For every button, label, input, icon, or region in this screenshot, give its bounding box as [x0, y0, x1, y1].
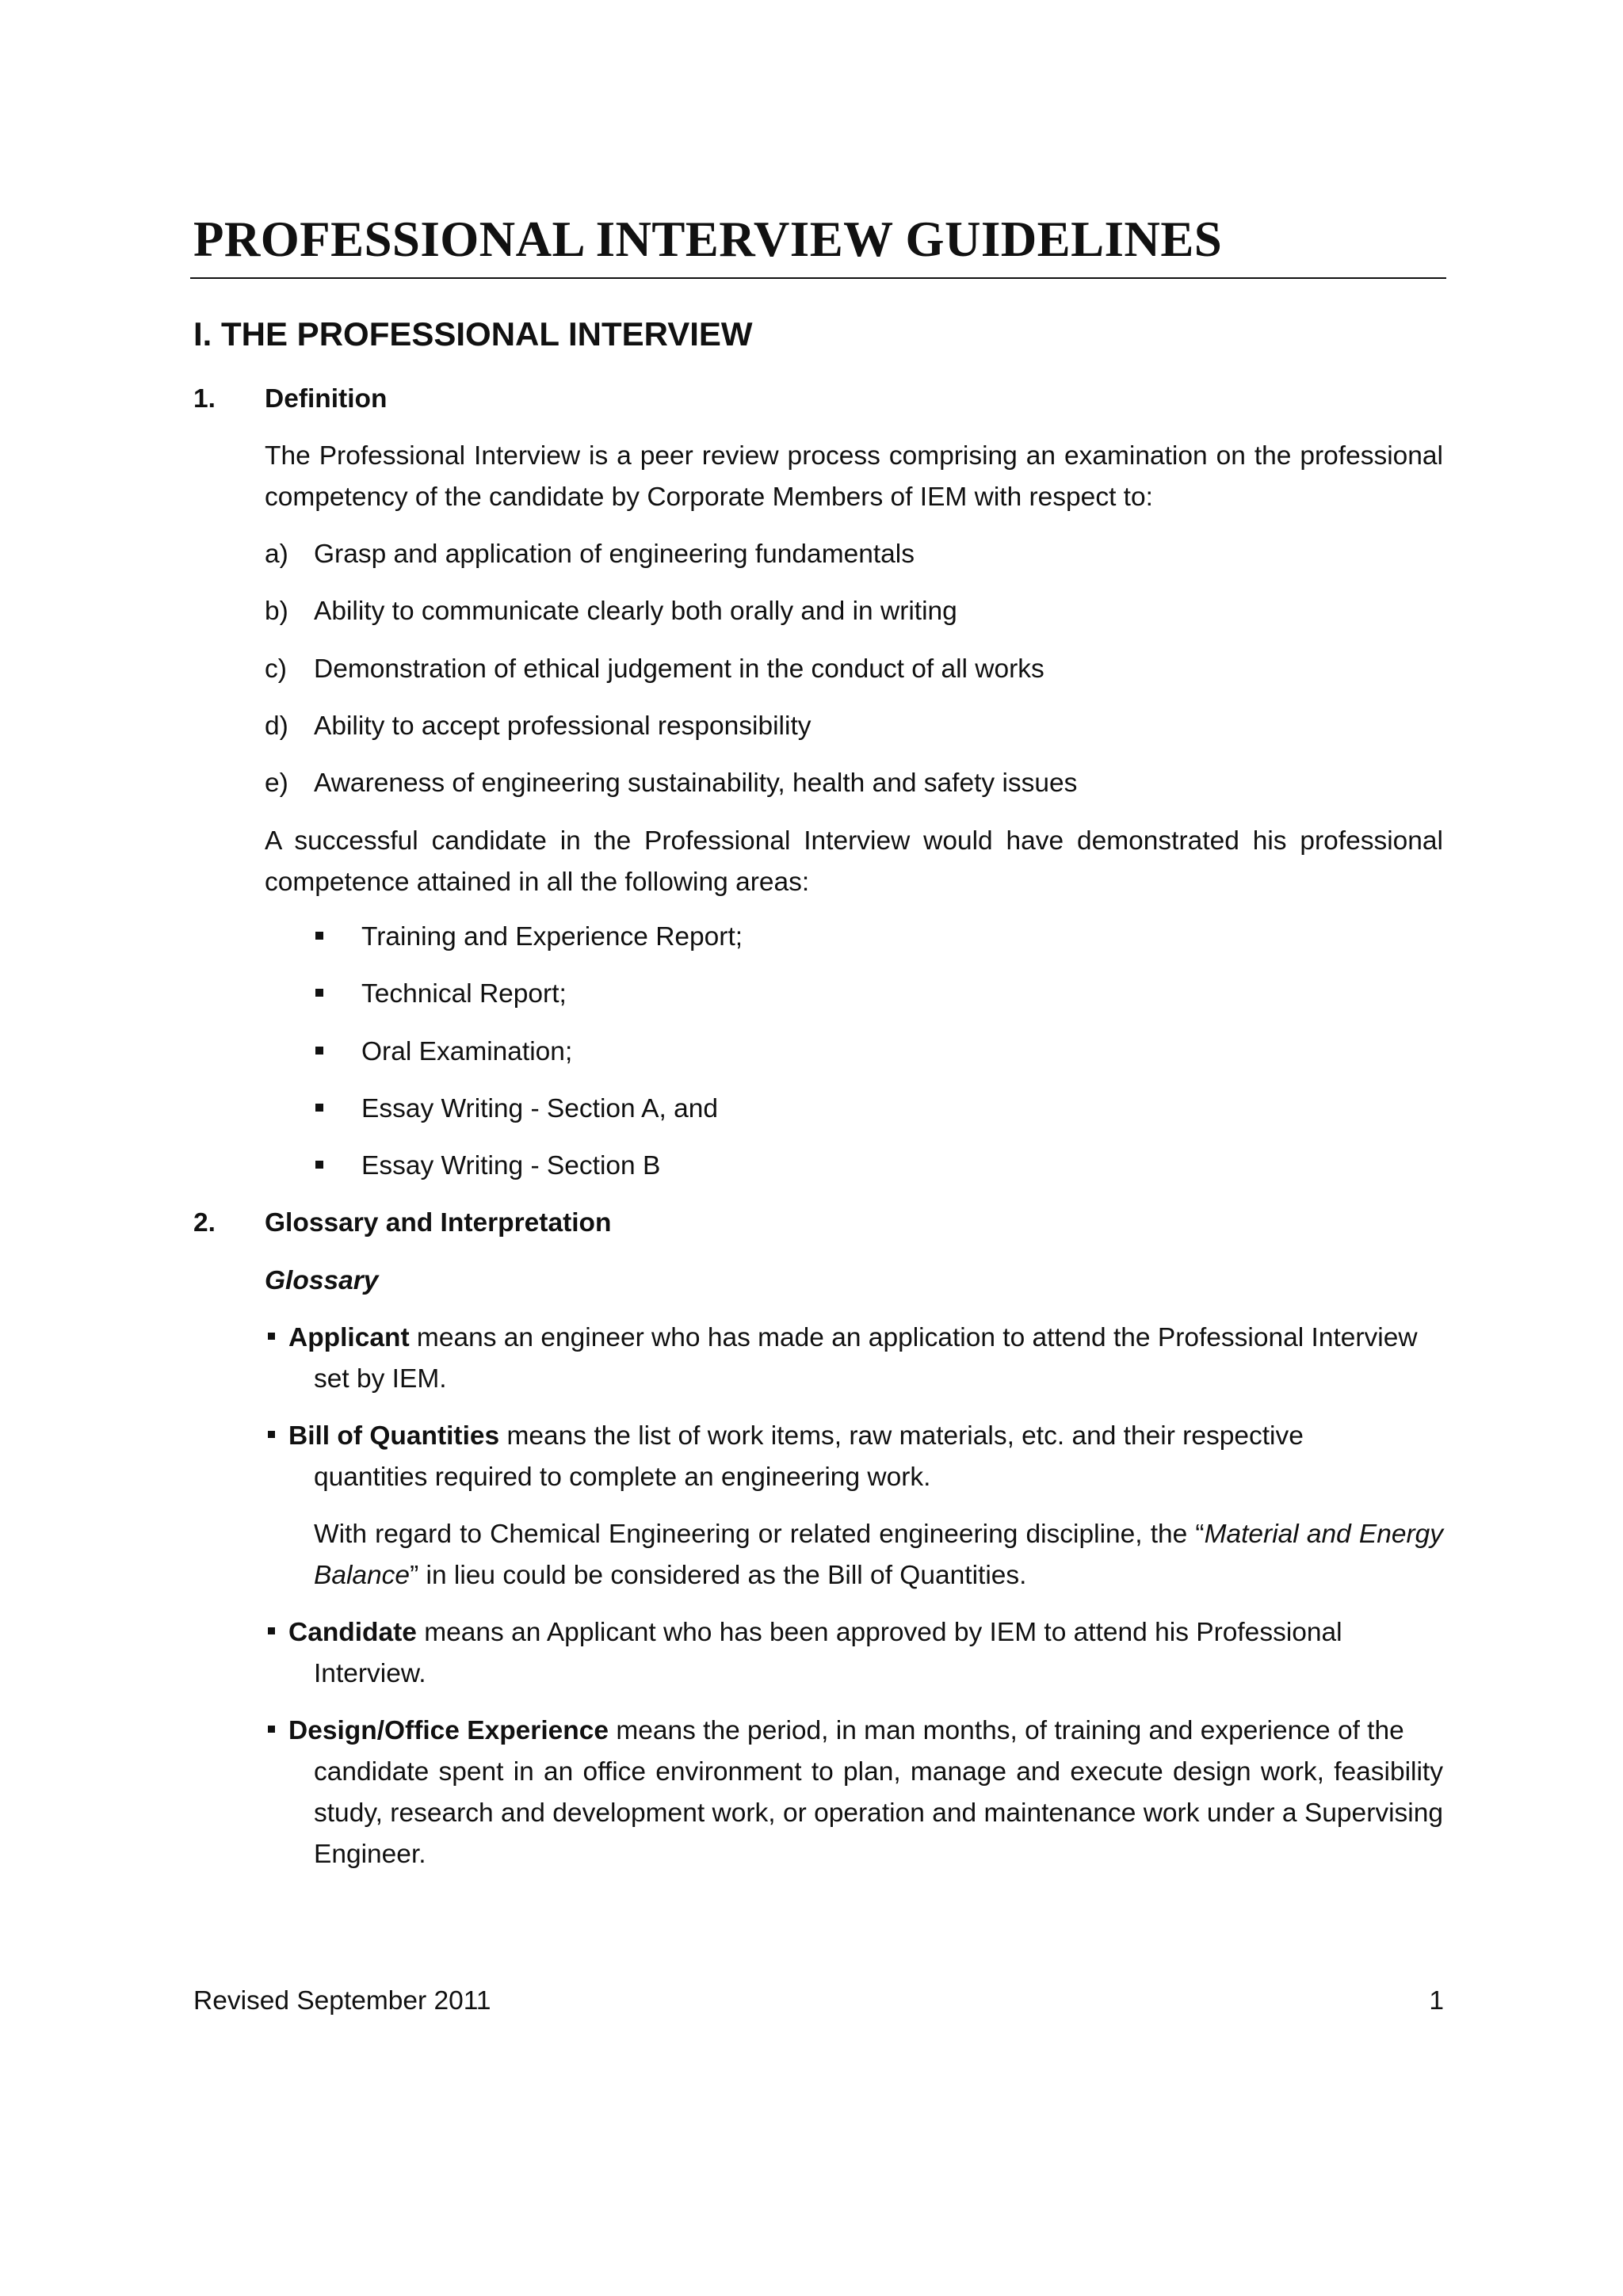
area-item: Essay Writing - Section B [361, 1151, 661, 1180]
square-bullet-icon [315, 932, 323, 940]
glossary-item-candidate [288, 1612, 1443, 1695]
footer-page-number: 1 [1429, 1986, 1444, 2016]
glossary-item-design-office-experience [288, 1711, 1443, 1875]
criterion-letter-a: a) [265, 540, 288, 569]
square-bullet-icon [268, 1431, 275, 1438]
glossary-definition-continued: set by IEM. [314, 1364, 447, 1394]
glossary-section-heading: Glossary and Interpretation [265, 1208, 612, 1238]
document-title: PROFESSIONAL INTERVIEW GUIDELINES [193, 212, 1223, 267]
footer-revised-date: Revised September 2011 [193, 1986, 491, 2016]
square-bullet-icon [315, 1161, 323, 1169]
criterion-text-a: Grasp and application of engineering fundamentals [314, 540, 915, 569]
glossary-definition-continued: Interview. [314, 1659, 426, 1688]
note-text: ” in lieu could be considered as the Bill of Quantities. [410, 1561, 1027, 1590]
success-paragraph: A successful candidate in the Professional Interview would have demonstrated his professional competence attained in all the following areas: [265, 826, 1443, 897]
glossary-term: Bill of Quantities [288, 1421, 500, 1451]
criterion-letter-c: c) [265, 654, 287, 684]
area-item: Oral Examination; [361, 1037, 573, 1066]
glossary-term: Candidate [288, 1618, 417, 1647]
glossary-definition: means the list of work items, raw materials, etc. and their respective [499, 1421, 1304, 1451]
glossary-item-bill-of-quantities [288, 1416, 1443, 1498]
square-bullet-icon [315, 1104, 323, 1112]
square-bullet-icon [268, 1726, 275, 1733]
note-text: With regard to Chemical Engineering or related engineering discipline, the “ [314, 1520, 1205, 1549]
note-italic-term: Material and Energy Balance [314, 1520, 1443, 1590]
title-underline [190, 277, 1446, 279]
definition-heading: Definition [265, 384, 388, 414]
criterion-text-d: Ability to accept professional responsibility [314, 711, 812, 741]
section-number-1: 1. [193, 384, 216, 414]
square-bullet-icon [268, 1627, 275, 1634]
section-heading: I. THE PROFESSIONAL INTERVIEW [193, 315, 753, 353]
glossary-term: Design/Office Experience [288, 1716, 609, 1745]
criterion-letter-d: d) [265, 711, 288, 741]
glossary-term: Applicant [288, 1323, 410, 1352]
area-item: Training and Experience Report; [361, 922, 743, 952]
criterion-text-b: Ability to communicate clearly both orally and in writing [314, 597, 957, 626]
bill-of-quantities-note [314, 1514, 1443, 1596]
criterion-letter-b: b) [265, 597, 288, 626]
square-bullet-icon [315, 1047, 323, 1055]
area-item: Technical Report; [361, 979, 567, 1009]
definition-intro: The Professional Interview is a peer review process comprising an examination on the professional competency of the candidate by Corporate Members of IEM with respect to: [265, 441, 1443, 512]
glossary-definition-continued: quantities required to complete an engineering work. [314, 1463, 931, 1492]
glossary-definition: means an engineer who has made an application to attend the Professional Interview [409, 1323, 1418, 1352]
glossary-definition: means the period, in man months, of training and experience of the [609, 1716, 1404, 1745]
glossary-subheading: Glossary [265, 1266, 379, 1295]
criterion-letter-e: e) [265, 769, 288, 798]
square-bullet-icon [268, 1333, 275, 1340]
criterion-text-c: Demonstration of ethical judgement in the conduct of all works [314, 654, 1044, 684]
glossary-definition: means an Applicant who has been approved by IEM to attend his Professional [416, 1618, 1342, 1647]
criterion-text-e: Awareness of engineering sustainability, health and safety issues [314, 769, 1078, 798]
glossary-item-applicant [288, 1318, 1443, 1400]
section-number-2: 2. [193, 1208, 216, 1238]
square-bullet-icon [315, 989, 323, 997]
glossary-definition-continued: candidate spent in an office environment to plan, manage and execute design work, feasibility study, research and development work, or operation and maintenance work under a Supervising Engineer. [314, 1757, 1443, 1869]
area-item: Essay Writing - Section A, and [361, 1094, 718, 1123]
